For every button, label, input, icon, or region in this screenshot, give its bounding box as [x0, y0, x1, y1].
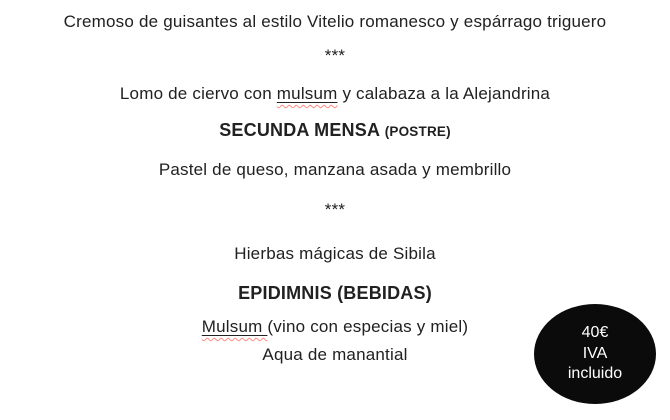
price-tax-included-label: incluido: [567, 365, 623, 383]
course2-text-post: y calabaza a la Alejandrina: [337, 84, 551, 103]
price-badge: [534, 304, 656, 404]
drink1-text-post: (vino con especias y miel): [267, 317, 469, 336]
dessert-heading-title: SECUNDA MENSA: [219, 120, 385, 140]
spellcheck-squiggle: mulsum: [276, 84, 338, 103]
section-heading-dessert: [0, 120, 670, 142]
section-heading-drinks: EPIDIMNIS (BEBIDAS): [238, 283, 432, 303]
menu-separator-2: ***: [324, 200, 346, 219]
menu-line-course1: Cremoso de guisantes al estilo Vitelio romanesco y espárrago triguero: [63, 12, 607, 31]
spellcheck-squiggle: Mulsum: [201, 317, 268, 336]
menu-line-course2: [0, 84, 670, 104]
menu-line-dessert1: Pastel de queso, manzana asada y membrillo: [158, 160, 512, 179]
dessert-heading-subtitle: (POSTRE): [384, 124, 451, 139]
price-tax-label: IVA: [582, 344, 608, 362]
menu-line-dessert2: Hierbas mágicas de Sibila: [234, 244, 436, 263]
drink1-underlined-word: [202, 317, 268, 336]
menu-separator-1: ***: [324, 46, 346, 65]
price-amount: 40€: [581, 324, 609, 342]
course2-underlined-word: [277, 84, 338, 103]
course2-text-pre: Lomo de ciervo con: [119, 84, 277, 103]
menu-line-drink2: Aqua de manantial: [262, 345, 408, 364]
